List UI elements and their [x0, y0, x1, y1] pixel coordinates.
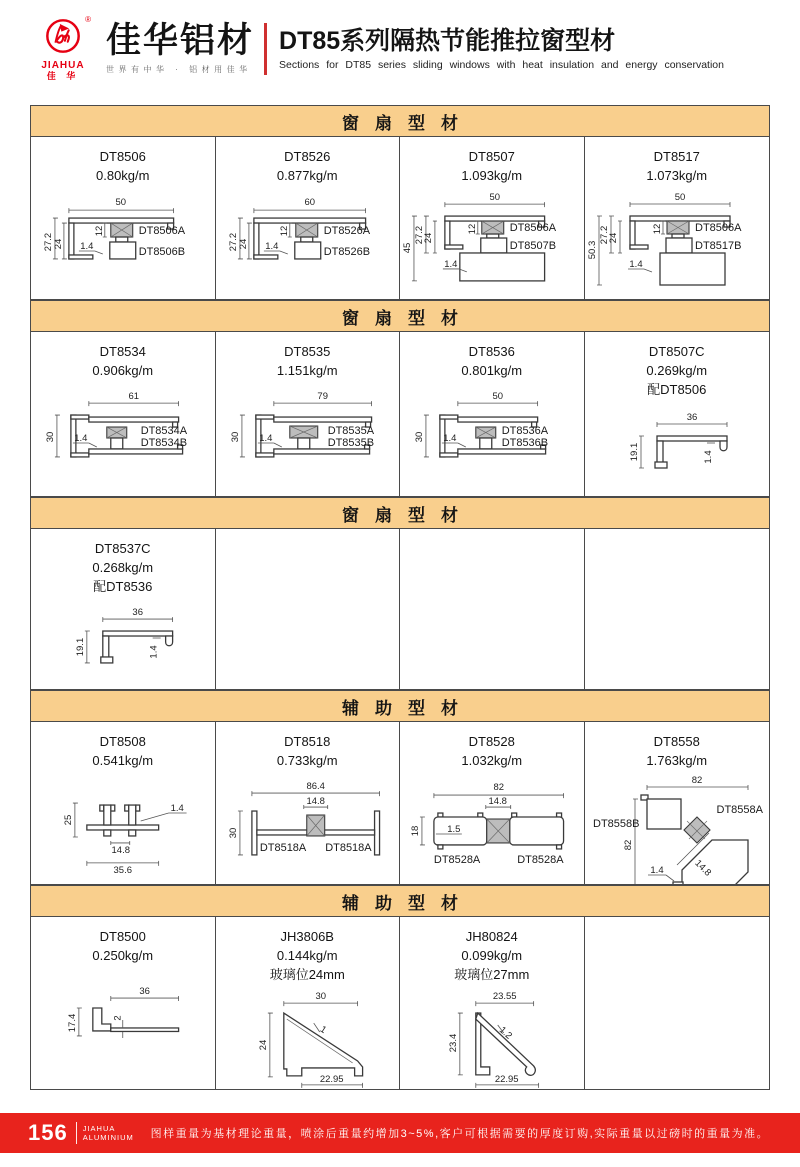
svg-text:DT8518A: DT8518A	[324, 841, 372, 854]
svg-text:86.4: 86.4	[306, 780, 325, 792]
empty-cell	[216, 529, 401, 689]
svg-text:1.4: 1.4	[443, 432, 457, 444]
profile-code: DT8518	[284, 734, 331, 749]
svg-text:50: 50	[489, 191, 501, 203]
svg-text:36: 36	[686, 411, 698, 423]
profile-drawing-dt8536	[400, 381, 584, 496]
profile-weight: 1.073kg/m	[646, 167, 708, 183]
svg-text:1.5: 1.5	[447, 823, 461, 835]
profile-cell-dt8535	[216, 332, 401, 496]
profile-drawing-dt8507	[400, 186, 584, 299]
page-number: 156	[28, 1120, 68, 1145]
profile-weight: 0.906kg/m	[92, 362, 154, 378]
svg-text:1.4: 1.4	[80, 240, 94, 252]
profile-cell-dt8506	[31, 137, 216, 299]
svg-text:25: 25	[62, 814, 74, 825]
svg-text:35.6: 35.6	[113, 864, 132, 876]
title-block	[279, 27, 772, 71]
profile-drawing-dt8500	[31, 966, 215, 1089]
svg-text:1.4: 1.4	[264, 240, 278, 252]
section-header-sash-1: 窗扇型材	[30, 105, 770, 137]
profile-weight: 0.541kg/m	[92, 752, 154, 768]
svg-text:50: 50	[492, 390, 504, 402]
profile-drawing-dt8507c	[585, 400, 770, 496]
svg-text:30: 30	[229, 431, 241, 442]
svg-text:DT8558A: DT8558A	[716, 803, 763, 816]
svg-text:79: 79	[316, 390, 328, 402]
svg-text:1: 1	[317, 1023, 328, 1036]
catalog-table	[30, 105, 770, 1090]
profile-drawing-dt8535	[216, 381, 400, 496]
svg-text:14.8: 14.8	[111, 844, 130, 856]
section-body-aux-1	[30, 722, 770, 885]
section-body-sash-3	[30, 529, 770, 690]
empty-cell	[400, 529, 585, 689]
profile-drawing-dt8558	[585, 771, 770, 884]
svg-text:DT8506A: DT8506A	[509, 221, 557, 234]
svg-text:DT8526A: DT8526A	[323, 224, 370, 237]
profile-cell-dt8500	[31, 917, 216, 1089]
header-divider	[264, 23, 267, 75]
profile-code: DT8536	[468, 344, 515, 359]
profile-weight: 1.032kg/m	[461, 752, 523, 768]
footer-brand	[83, 1124, 134, 1143]
profile-cell-dt8526	[216, 137, 401, 299]
svg-text:14.8: 14.8	[692, 857, 713, 879]
profile-cell-dt8518	[216, 722, 401, 884]
profile-weight: 0.250kg/m	[92, 947, 154, 963]
svg-text:12: 12	[466, 223, 478, 235]
svg-text:12: 12	[93, 225, 105, 236]
svg-text:12: 12	[651, 223, 663, 234]
svg-text:24: 24	[607, 232, 619, 243]
svg-text:1.4: 1.4	[629, 258, 643, 270]
profile-code: DT8535	[284, 344, 331, 359]
svg-text:30: 30	[413, 431, 425, 442]
profile-weight: 0.877kg/m	[276, 167, 338, 183]
page-title: DT85系列隔热节能推拉窗型材	[279, 27, 616, 56]
profile-weight: 0.269kg/m	[646, 362, 708, 378]
section-header-sash-2: 窗扇型材	[30, 300, 770, 332]
svg-text:DT8528A: DT8528A	[433, 853, 481, 866]
profile-drawing-dt8517	[585, 186, 770, 299]
svg-text:14.8: 14.8	[488, 795, 507, 807]
svg-text:24: 24	[422, 232, 434, 243]
svg-text:50.3: 50.3	[586, 240, 598, 259]
svg-text:1.2: 1.2	[496, 1024, 514, 1042]
svg-text:DT8558B: DT8558B	[592, 817, 640, 830]
profile-drawing-dt8506	[31, 186, 215, 299]
profile-cell-dt8537c	[31, 529, 216, 689]
section-body-sash-2	[30, 332, 770, 497]
profile-code: DT8508	[99, 734, 146, 749]
page-subtitle: Sections for DT85 series sliding windows with heat insulation and energy conservation	[279, 58, 724, 71]
jiahua-logo-icon	[44, 14, 91, 60]
profile-cell-jh80824	[400, 917, 585, 1089]
svg-text:30: 30	[314, 990, 326, 1002]
footer-divider	[76, 1122, 77, 1144]
svg-text:50: 50	[674, 191, 686, 203]
svg-text:30: 30	[227, 827, 239, 838]
profile-weight: 1.151kg/m	[276, 362, 338, 378]
profile-note: 配DT8506	[647, 381, 707, 397]
profile-drawing-dt8534	[31, 381, 215, 496]
profile-weight: 1.093kg/m	[461, 167, 523, 183]
svg-text:14.8: 14.8	[306, 795, 325, 807]
svg-text:60: 60	[303, 196, 315, 208]
profile-weight: 0.80kg/m	[96, 167, 150, 183]
svg-text:27.2: 27.2	[413, 225, 425, 244]
section-body-aux-2	[30, 917, 770, 1090]
svg-text:17.4: 17.4	[66, 1013, 78, 1032]
svg-text:DT8517B: DT8517B	[694, 239, 742, 252]
company-logo	[28, 14, 98, 82]
profile-code: DT8500	[99, 929, 146, 944]
svg-text:23.4: 23.4	[447, 1033, 459, 1052]
profile-weight: 0.801kg/m	[461, 362, 523, 378]
svg-text:45: 45	[401, 242, 413, 253]
section-header-aux-2: 辅助型材	[30, 885, 770, 917]
profile-drawing-jh80824	[400, 985, 584, 1089]
profile-drawing-dt8537c	[31, 597, 215, 689]
profile-code: DT8558	[653, 734, 700, 749]
svg-text:1.4: 1.4	[170, 802, 184, 814]
svg-text:1.4: 1.4	[444, 258, 458, 270]
svg-text:22.95: 22.95	[494, 1073, 519, 1085]
svg-text:19.1: 19.1	[74, 637, 86, 656]
svg-text:82: 82	[493, 781, 505, 793]
profile-weight: 0.733kg/m	[276, 752, 338, 768]
svg-text:12: 12	[278, 225, 290, 236]
svg-text:DT8534B: DT8534B	[140, 436, 188, 449]
profile-weight: 0.144kg/m	[276, 947, 338, 963]
company-block	[106, 23, 254, 75]
svg-text:DT8536A: DT8536A	[501, 424, 549, 437]
svg-text:27.2: 27.2	[42, 232, 54, 251]
empty-cell	[585, 529, 770, 689]
svg-text:DT8506B: DT8506B	[138, 245, 186, 258]
svg-text:50: 50	[115, 196, 127, 208]
svg-text:19.1: 19.1	[628, 442, 640, 461]
svg-text:61: 61	[128, 390, 139, 402]
svg-text:82: 82	[691, 774, 703, 786]
profile-cell-dt8536	[400, 332, 585, 496]
svg-text:23.55: 23.55	[492, 990, 517, 1002]
svg-text:24: 24	[52, 238, 64, 249]
svg-text:27.2: 27.2	[227, 232, 239, 251]
profile-cell-dt8507	[400, 137, 585, 299]
profile-drawing-jh3806b	[216, 985, 400, 1089]
profile-cell-jh3806b	[216, 917, 401, 1089]
svg-text:30: 30	[44, 431, 56, 442]
company-slogan: 世界有中华 · 铝材用佳华	[106, 64, 252, 74]
profile-code: DT8528	[468, 734, 515, 749]
profile-code: DT8507	[468, 149, 515, 164]
svg-text:DT8536B: DT8536B	[501, 436, 549, 449]
svg-text:82: 82	[622, 839, 634, 850]
svg-text:DT8526B: DT8526B	[323, 245, 370, 258]
profile-code: JH3806B	[280, 929, 334, 944]
svg-text:24: 24	[257, 1039, 269, 1050]
profile-drawing-dt8508	[31, 771, 215, 884]
profile-cell-dt8508	[31, 722, 216, 884]
profile-code: JH80824	[465, 929, 518, 944]
svg-text:DT8506A: DT8506A	[694, 221, 742, 234]
svg-text:DT8535A: DT8535A	[327, 424, 374, 437]
svg-text:1.4: 1.4	[74, 432, 88, 444]
logo-text-en: JIAHUA	[41, 59, 85, 71]
profile-note: 玻璃位27mm	[454, 966, 530, 982]
svg-text:36: 36	[139, 985, 150, 997]
empty-cell	[585, 917, 770, 1089]
svg-text:2: 2	[112, 1015, 124, 1021]
profile-code: DT8507C	[648, 344, 705, 359]
svg-text:1.4: 1.4	[702, 449, 714, 464]
profile-cell-dt8507c	[585, 332, 770, 496]
section-body-sash-1	[30, 137, 770, 300]
svg-text:DT8507B: DT8507B	[509, 239, 557, 252]
page-footer	[0, 1113, 800, 1153]
section-header-aux-1: 辅助型材	[30, 690, 770, 722]
profile-cell-dt8558	[585, 722, 770, 884]
svg-text:1.4: 1.4	[650, 864, 664, 876]
registered-mark: ®	[85, 14, 91, 24]
profile-note: 玻璃位24mm	[269, 966, 345, 982]
profile-weight: 0.099kg/m	[461, 947, 523, 963]
svg-text:18: 18	[409, 825, 421, 836]
footer-brand-line1: JIAHUA	[82, 1123, 116, 1133]
section-header-sash-3: 窗扇型材	[30, 497, 770, 529]
page-header	[28, 16, 772, 82]
svg-text:DT8535B: DT8535B	[327, 436, 374, 449]
profile-code: DT8526	[284, 149, 331, 164]
profile-cell-dt8534	[31, 332, 216, 496]
profile-drawing-dt8528	[400, 771, 584, 884]
footer-note: 图样重量为基材理论重量，喷涂后重量约增加3~5%,客户可根据需要的厚度订购,实际重量以过磅时的重量为准。	[150, 1128, 770, 1140]
profile-code: DT8506	[99, 149, 146, 164]
profile-weight: 0.268kg/m	[92, 559, 154, 575]
profile-cell-dt8528	[400, 722, 585, 884]
svg-text:DT8534A: DT8534A	[140, 424, 188, 437]
footer-brand-line2: ALUMINIUM	[82, 1133, 134, 1142]
profile-code: DT8517	[653, 149, 700, 164]
logo-text-cn: 佳 华	[46, 70, 80, 81]
svg-text:22.95: 22.95	[319, 1073, 344, 1085]
svg-text:1.4: 1.4	[148, 644, 160, 659]
profile-code: DT8537C	[94, 541, 151, 556]
profile-code: DT8534	[99, 344, 146, 359]
svg-text:DT8506A: DT8506A	[138, 224, 186, 237]
svg-text:27.2: 27.2	[598, 225, 610, 244]
svg-text:24: 24	[237, 238, 249, 249]
svg-text:36: 36	[132, 606, 143, 618]
profile-cell-dt8517	[585, 137, 770, 299]
svg-text:1.4: 1.4	[258, 432, 272, 444]
company-name: 佳华铝材	[106, 21, 255, 61]
svg-text:DT8518A: DT8518A	[259, 841, 306, 854]
profile-weight: 1.763kg/m	[646, 752, 708, 768]
profile-drawing-dt8518	[216, 771, 400, 884]
svg-text:DT8528A: DT8528A	[517, 853, 564, 866]
profile-note: 配DT8536	[93, 578, 153, 594]
profile-drawing-dt8526	[216, 186, 400, 299]
